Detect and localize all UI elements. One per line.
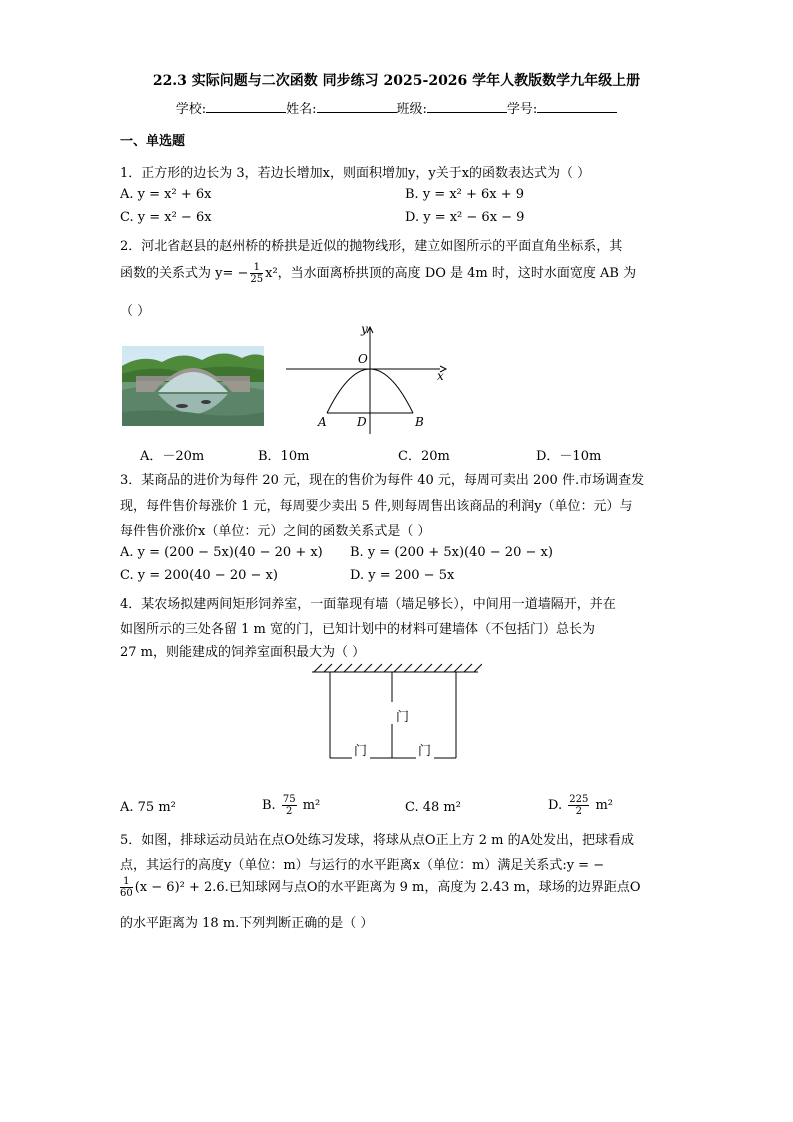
q2-option-b: B．10m (258, 449, 310, 464)
q4-option-d-fraction (568, 794, 589, 817)
q4-option-b-prefix: B. (262, 798, 276, 813)
q5-frac-num: 1 (120, 876, 133, 888)
q5-line3-text: (x − 6)² + 2.6.已知球网与点O的水平距离为 9 m，高度为 2.43 m，球场的边界距点O (134, 880, 641, 895)
q2-option-d: D．－10m (536, 449, 602, 464)
q2-fraction (250, 262, 263, 285)
door-label-right: 门 (418, 744, 432, 759)
q4-b-den: 2 (286, 806, 293, 817)
number-blank (537, 100, 617, 113)
label-y: y (361, 322, 368, 336)
q5-frac-den: 60 (120, 888, 133, 899)
class-label: 班级: (396, 102, 427, 117)
q1-option-a: A. y = x² + 6x (120, 187, 212, 202)
section-heading: 一、单选题 (120, 134, 186, 149)
q5-line3 (118, 876, 641, 899)
parabola-arch-figure (284, 322, 452, 438)
zhaozhou-bridge-photo (122, 346, 264, 426)
q4-option-b-fraction (282, 794, 297, 817)
q4-d-den: 2 (575, 806, 582, 817)
q4-line2: 如图所示的三处各留 1 m 宽的门，已知计划中的材料可建墙体（不包括门）总长为 (120, 622, 595, 637)
q4-d-num: 225 (569, 794, 589, 805)
door-label-left: 门 (354, 744, 368, 759)
q5-line1: 5．如图，排球运动员站在点O处练习发球，将球从点O正上方 2 m 的A处发出，把球看成 (120, 833, 634, 848)
q3-option-b: B. y = (200 + 5x)(40 − 20 − x) (350, 545, 553, 560)
door-label-middle: 门 (396, 710, 410, 725)
name-blank (317, 100, 397, 113)
q4-option-a: A. 75 m² (120, 800, 176, 815)
label-x: x (437, 369, 444, 383)
q2-line2-start: 函数的关系式为 y= − (120, 266, 249, 281)
q2-option-c: C．20m (398, 449, 450, 464)
pen-layout-figure (312, 662, 482, 762)
name-label: 姓名: (286, 102, 317, 117)
q3-line2: 现，每件售价每涨价 1 元，每周要少卖出 5 件,则每周售出该商品的利润y（单位：元）与 (120, 499, 633, 514)
q4-option-d-unit: m² (595, 798, 614, 813)
q4-option-d-prefix: D. (548, 798, 563, 813)
q5-line4: 的水平距离为 18 m.下列判断正确的是（ ） (120, 916, 374, 931)
class-blank (427, 100, 507, 113)
school-label: 学校: (175, 102, 207, 117)
q3-option-c: C. y = 200(40 − 20 − x) (120, 568, 278, 583)
q3-option-a: A. y = (200 − 5x)(40 − 20 + x) (120, 545, 323, 560)
label-a: A (318, 415, 327, 429)
q2-frac-num: 1 (250, 262, 263, 274)
label-b: B (415, 415, 424, 429)
q3-option-d: D. y = 200 − 5x (350, 568, 455, 583)
q1-option-d: D. y = x² − 6x − 9 (405, 210, 525, 225)
page-title: 22.3 实际问题与二次函数 同步练习 2025-2026 学年人教版数学九年级上册 (152, 73, 641, 89)
q4-option-d (548, 794, 613, 817)
q2-line2 (120, 262, 636, 285)
number-label: 学号: (506, 102, 538, 117)
q4-option-c: C. 48 m² (405, 800, 461, 815)
q3-line1: 3．某商品的进价为每件 20 元，现在的售价为每件 40 元，每周可卖出 200 件.市场调查发 (120, 473, 645, 488)
q1-stem: 1．正方形的边长为 3，若边长增加x，则面积增加y，y关于x的函数表达式为（ ） (120, 166, 591, 181)
q4-b-num: 75 (282, 794, 296, 805)
label-o: O (358, 352, 368, 366)
q3-line3: 每件售价涨价x（单位：元）之间的函数关系式是（ ） (120, 524, 431, 539)
school-blank (206, 100, 286, 113)
q5-line2: 点，其运行的高度y（单位：m）与运行的水平距离x（单位：m）满足关系式:y = − (120, 858, 605, 873)
q4-option-b-unit: m² (302, 798, 321, 813)
q1-option-b: B. y = x² + 6x + 9 (405, 187, 525, 202)
q4-line3: 27 m，则能建成的饲养室面积最大为（ ） (120, 645, 366, 660)
q5-fraction (120, 876, 133, 899)
q2-line1: 2．河北省赵县的赵州桥的桥拱是近似的抛物线形，建立如图所示的平面直角坐标系，其 (120, 239, 623, 254)
q2-line2-end: x²，当水面离桥拱顶的高度 DO 是 4m 时，这时水面宽度 AB 为 (265, 266, 637, 281)
q4-line1: 4．某农场拟建两间矩形饲养室，一面靠现有墙（墙足够长），中间用一道墙隔开，并在 (120, 597, 616, 612)
q2-frac-den: 25 (250, 274, 264, 285)
q2-option-a: A．－20m (140, 449, 205, 464)
q2-line3: （ ） (120, 304, 151, 319)
q1-option-c: C. y = x² − 6x (120, 210, 212, 225)
label-d: D (357, 415, 367, 429)
q4-option-b (262, 794, 320, 817)
student-info-line (0, 98, 793, 117)
wall-hatching (314, 664, 482, 672)
